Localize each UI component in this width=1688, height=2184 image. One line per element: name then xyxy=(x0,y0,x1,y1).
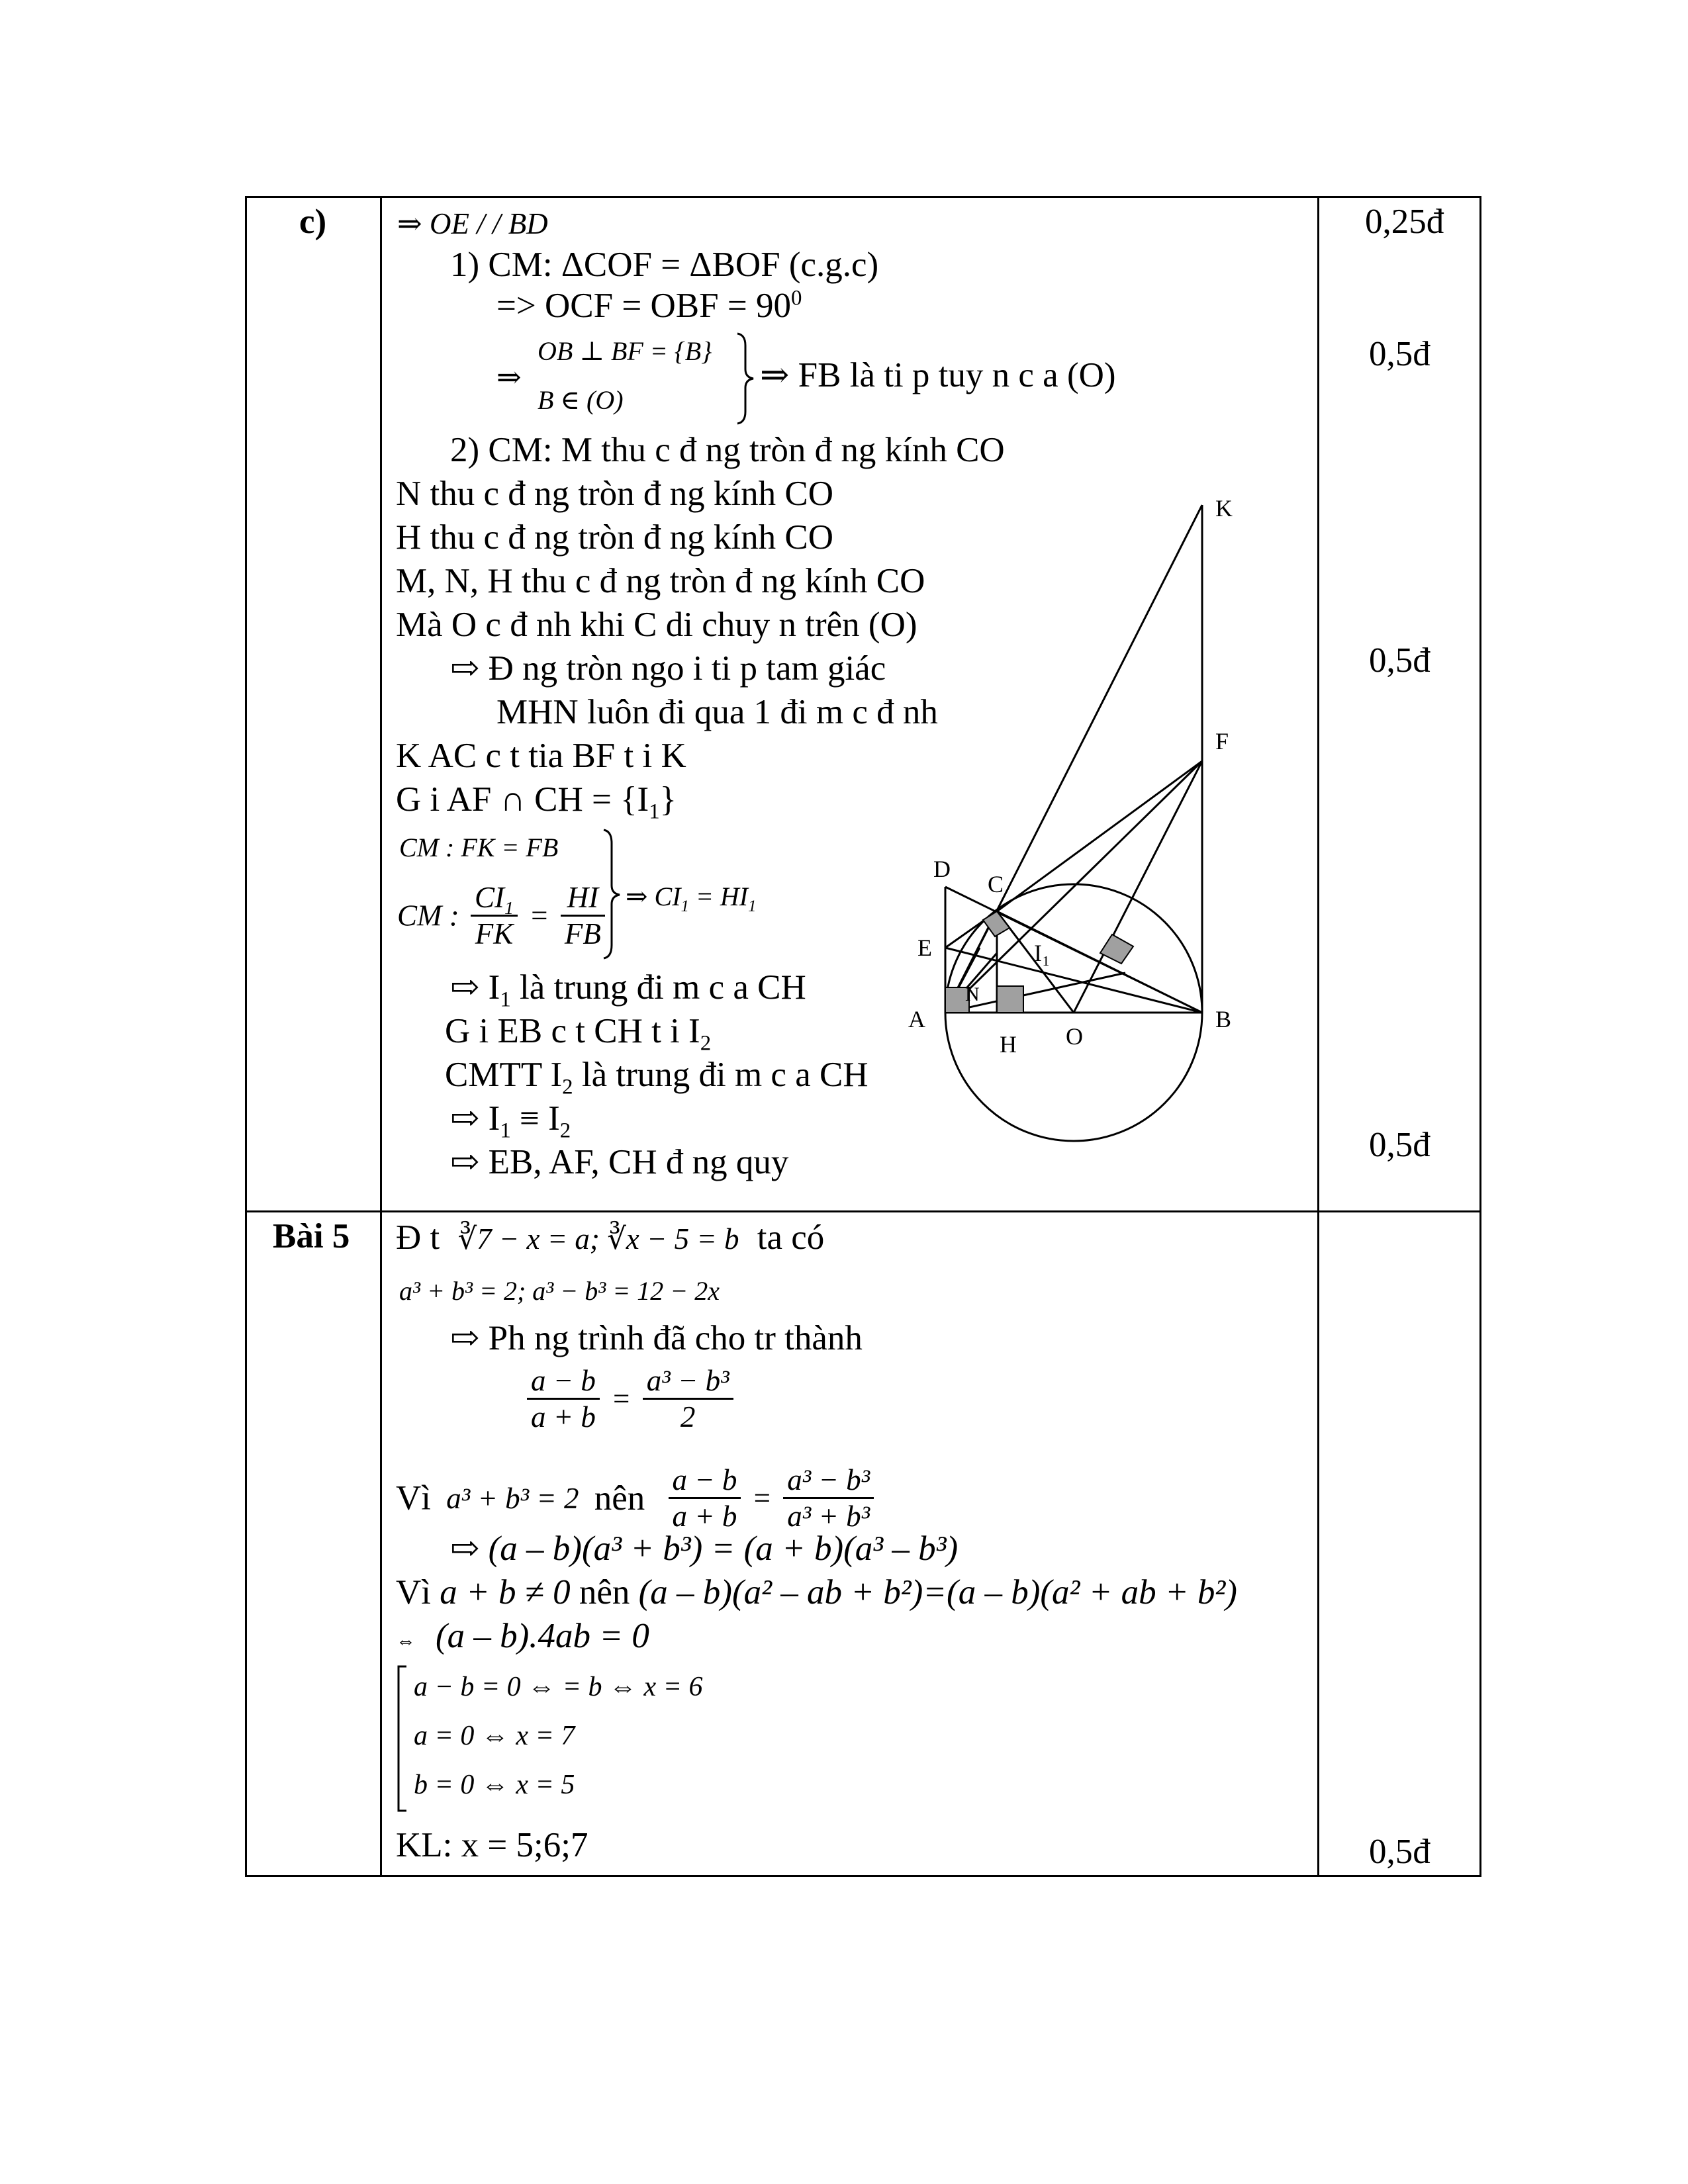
system-line-1: OB ⊥ BF = {B} xyxy=(538,336,712,366)
table-bottom-border xyxy=(245,1875,1481,1877)
row-label-c: c) xyxy=(299,203,327,241)
table-col-divider-2 xyxy=(1317,196,1319,1877)
sub-dat: Đ t xyxy=(396,1218,440,1257)
i1i2-mid: ≡ I xyxy=(510,1099,560,1138)
since-cond: a³ + b³ = 2 xyxy=(446,1481,579,1515)
case-3: b = 0 ⇔ x = 5 xyxy=(414,1770,575,1800)
segment-of xyxy=(1074,761,1202,1013)
ratio-block xyxy=(397,880,609,951)
cmtt-text: là trung đi m c a CH xyxy=(573,1056,868,1094)
angles-degree: 0 xyxy=(791,286,802,310)
nonzero-cond: a + b ≠ 0 xyxy=(440,1573,571,1612)
eq2-num-left: a − b xyxy=(669,1463,741,1499)
label-b: B xyxy=(1215,1006,1232,1032)
cmtt-pre: CMTT I xyxy=(445,1056,563,1094)
table-row-divider xyxy=(245,1210,1481,1212)
system-brace xyxy=(736,332,756,425)
case-2: a = 0 ⇔ x = 7 xyxy=(414,1721,575,1751)
label-d: D xyxy=(933,856,951,882)
bai5-nonzero xyxy=(396,1572,1237,1612)
table-top-border xyxy=(245,196,1481,198)
line-fk-fb: CM : FK = FB xyxy=(399,833,559,862)
eb-ch-sub: 2 xyxy=(700,1031,712,1056)
ratio-num-2: HI xyxy=(561,880,605,917)
since-vi: Vì xyxy=(396,1479,431,1518)
label-n: N xyxy=(965,983,980,1005)
line-tangent-conclusion: ⇒ FB là ti p tuy n c a (O) xyxy=(760,356,1116,394)
score-4: 0,5đ xyxy=(1369,1126,1430,1164)
line-cm-triangles: 1) CM: ΔCOF = ΔBOF (c.g.c) xyxy=(450,246,879,284)
i1i2-sub1: 1 xyxy=(500,1118,511,1143)
row-label-bai5: Bài 5 xyxy=(273,1217,350,1255)
ratio-den-1: FK xyxy=(475,917,514,950)
eq2-frac-left xyxy=(669,1463,741,1533)
right-angle-h xyxy=(997,986,1023,1013)
segment-eb xyxy=(945,948,1202,1013)
table-right-border xyxy=(1479,196,1481,1877)
line-i1-i2 xyxy=(450,1099,571,1143)
label-c: C xyxy=(988,871,1004,897)
cases-bracket xyxy=(396,1665,409,1812)
ratio-result-sub2: 1 xyxy=(748,897,757,915)
ratio-result xyxy=(626,882,757,915)
nonzero-vi: Vì xyxy=(396,1573,440,1612)
line-n: N thu c đ ng tròn đ ng kính CO xyxy=(396,475,833,513)
ratio-prefix: CM : xyxy=(397,899,459,933)
label-k: K xyxy=(1215,495,1233,522)
system-arrow: ⇒ xyxy=(496,361,522,394)
i1-pre: ⇨ I xyxy=(450,968,500,1007)
i1i2-sub2: 2 xyxy=(559,1118,571,1143)
eq1-frac-right xyxy=(643,1363,733,1434)
bai5-conclusion: KL: x = 5;6;7 xyxy=(396,1826,588,1864)
line-angles xyxy=(496,286,802,326)
bai5-eq-1 xyxy=(523,1363,737,1434)
score-2: 0,5đ xyxy=(1369,335,1430,373)
ratio-result-sub1: 1 xyxy=(680,897,689,915)
line-circumcircle: ⇨ Đ ng tròn ngo i ti p tam giác xyxy=(450,649,886,688)
ratio-result-b: = HI xyxy=(688,882,749,911)
line-cmtt xyxy=(445,1055,868,1099)
label-a: A xyxy=(908,1006,925,1032)
line-mhn-fixed-point: MHN luôn đi qua 1 đi m c đ nh xyxy=(496,693,938,731)
ratio-num-1 xyxy=(471,880,518,917)
table-left-border xyxy=(245,196,247,1877)
eq2-den-right: a³ + b³ xyxy=(787,1500,870,1533)
line-i1-midpoint xyxy=(450,968,806,1012)
ratio-num-1-sub: 1 xyxy=(504,898,514,919)
since-nen: nên xyxy=(594,1479,645,1518)
eq2-equals: = xyxy=(753,1481,771,1515)
right-angle-m xyxy=(1100,934,1133,964)
ratio-result-a: ⇒ CI xyxy=(626,882,681,911)
nonzero-eq: (a – b)(a² – ab + b²)=(a – b)(a² + ab + b²) xyxy=(638,1573,1237,1612)
eq1-den-right: 2 xyxy=(680,1400,696,1433)
geometry-figure xyxy=(907,490,1251,1165)
ratio-eq: = xyxy=(529,899,549,933)
bai5-product-eq: ⇨ (a – b)(a³ + b³) = (a + b)(a³ – b³) xyxy=(450,1529,959,1568)
eq2-den-left: a + b xyxy=(672,1500,737,1533)
case-1: a − b = 0 ⇔ = b ⇔ x = 6 xyxy=(414,1672,703,1702)
segment-af xyxy=(945,761,1202,1013)
sub-taco: ta có xyxy=(757,1218,825,1257)
eq2-num-right: a³ − b³ xyxy=(783,1463,874,1499)
bai5-substitution xyxy=(396,1218,824,1259)
ratio-den-2: FB xyxy=(564,917,601,950)
line-oe-parallel-bd: ⇒ OE / / BD xyxy=(397,207,548,240)
segment-cf xyxy=(997,761,1202,911)
label-o: O xyxy=(1066,1023,1083,1050)
bai5-equation-becomes: ⇨ Ph ng trình đã cho tr thành xyxy=(450,1319,863,1357)
bai5-sum-diff: a³ + b³ = 2; a³ − b³ = 12 − 2x xyxy=(399,1276,720,1306)
bai5-since xyxy=(396,1463,878,1533)
eq1-frac-left xyxy=(527,1363,600,1434)
score-3: 0,5đ xyxy=(1369,641,1430,680)
line-k: K AC c t tia BF t i K xyxy=(396,737,686,775)
eq1-equals: = xyxy=(611,1382,632,1416)
factor-iff: ⇔ xyxy=(396,1630,416,1652)
ratio-num-1-text: CI xyxy=(475,881,504,914)
i1-sub: 1 xyxy=(500,987,511,1012)
line-eb-ch xyxy=(445,1011,712,1056)
i1-text: là trung đi m c a CH xyxy=(510,968,806,1007)
line-h: H thu c đ ng tròn đ ng kính CO xyxy=(396,518,833,557)
eb-ch-text: G i EB c t CH t i I xyxy=(445,1012,700,1050)
system-line-2: B ∈ (O) xyxy=(538,385,624,415)
label-e: E xyxy=(917,934,932,961)
segment-db xyxy=(945,887,1202,1013)
af-ch-sub: 1 xyxy=(649,799,660,824)
factor-eq: (a – b).4ab = 0 xyxy=(436,1617,649,1655)
ratio-frac-2 xyxy=(561,880,605,951)
label-h: H xyxy=(1000,1031,1017,1058)
sub-expr: ∛7 − x = a; ∛x − 5 = b xyxy=(457,1222,739,1255)
table-col-divider-1 xyxy=(380,196,382,1877)
ratio-frac-1 xyxy=(471,880,518,951)
i1i2-pre: ⇨ I xyxy=(450,1099,500,1138)
eq1-num-left: a − b xyxy=(527,1363,600,1400)
eq1-den-left: a + b xyxy=(531,1400,596,1433)
cmtt-sub: 2 xyxy=(562,1075,573,1099)
eq1-num-right: a³ − b³ xyxy=(643,1363,733,1400)
line-concurrent: ⇨ EB, AF, CH đ ng quy xyxy=(450,1143,789,1181)
bai5-factor xyxy=(396,1616,649,1661)
af-ch-end: } xyxy=(659,780,677,819)
label-f: F xyxy=(1215,728,1229,754)
nonzero-nen: nên xyxy=(570,1573,639,1612)
eq2-frac-right xyxy=(783,1463,874,1533)
angles-text: => OCF = OBF = 90 xyxy=(496,287,792,325)
line-af-ch xyxy=(396,780,677,824)
line-cm-m: 2) CM: M thu c đ ng tròn đ ng kính CO xyxy=(450,431,1005,469)
line-o-fixed: Mà O c đ nh khi C di chuy n trên (O) xyxy=(396,606,917,644)
label-i1: I₁ xyxy=(1034,940,1051,966)
ratio-brace xyxy=(602,829,622,960)
af-ch-text: G i AF ∩ CH = {I xyxy=(396,780,649,819)
score-1: 0,25đ xyxy=(1365,203,1444,241)
line-mnh: M, N, H thu c đ ng tròn đ ng kính CO xyxy=(396,562,925,600)
score-5: 0,5đ xyxy=(1369,1833,1430,1871)
